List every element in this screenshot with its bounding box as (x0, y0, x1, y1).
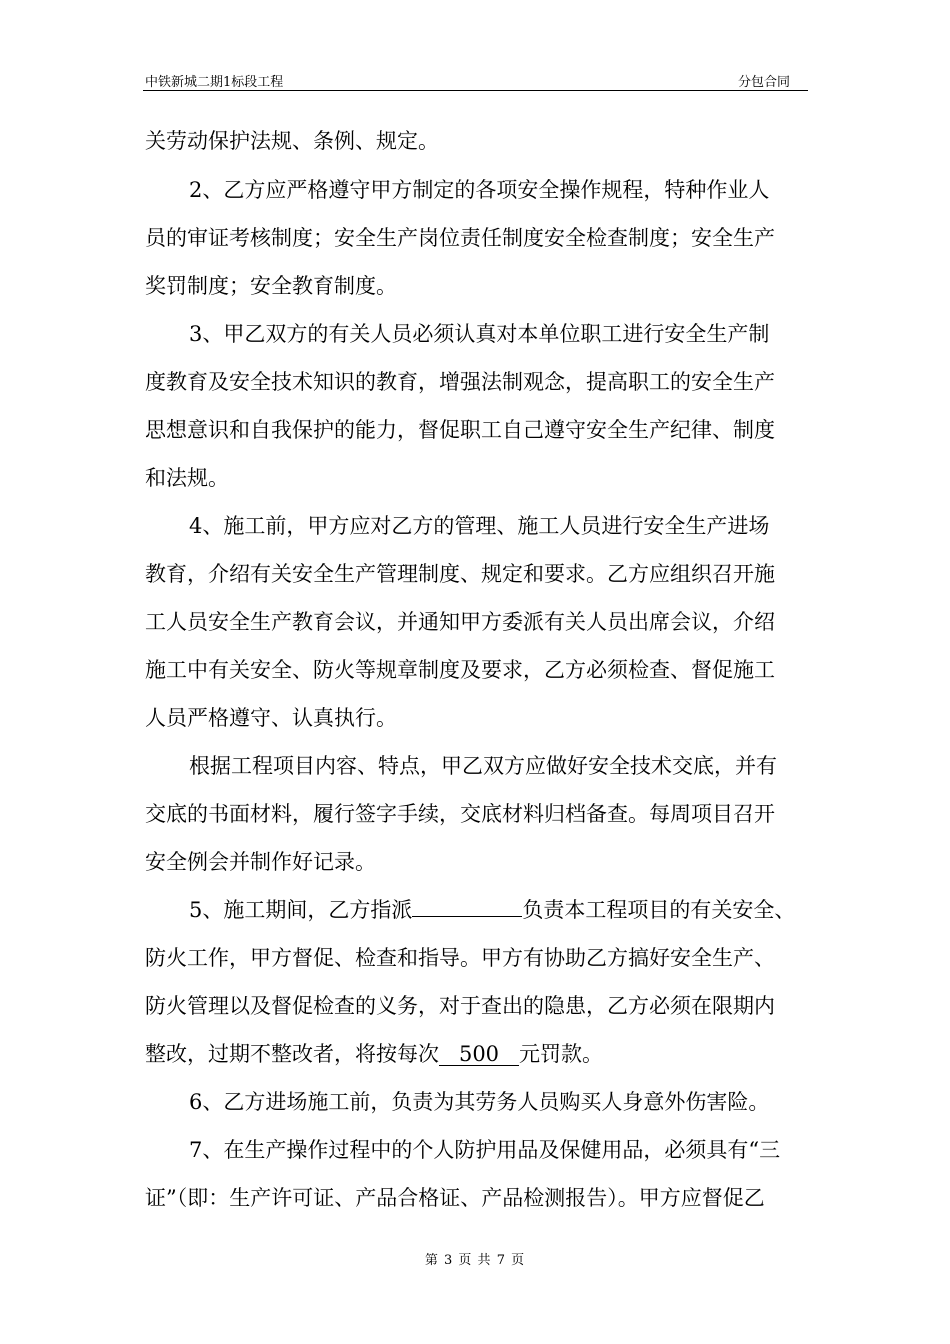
clause-5-text: 负责本工程项目的有关安全、 (522, 898, 796, 922)
clause-3-line: 度教育及安全技术知识的教育，增强法制观念，提高职工的安全生产 (145, 370, 775, 394)
page-header (143, 68, 808, 91)
briefing-paragraph-line: 安全例会并制作好记录。 (145, 850, 376, 874)
clause-5-line: 防火工作，甲方督促、检查和指导。甲方有协助乙方搞好安全生产、 (145, 946, 775, 970)
clause-5-text: 元罚款。 (519, 1042, 603, 1066)
briefing-paragraph-line: 交底的书面材料，履行签字手续，交底材料归档备查。每周项目召开 (145, 802, 775, 826)
header-document-type: 分包合同 (737, 75, 790, 90)
clause-7-line: 7、在生产操作过程中的个人防护用品及保健用品，必须具有“三 (189, 1138, 781, 1162)
fine-amount: 500 (439, 1043, 519, 1066)
body-line: 关劳动保护法规、条例、规定。 (145, 129, 439, 153)
clause-6-line: 6、乙方进场施工前，负责为其劳务人员购买人身意外伤害险。 (189, 1090, 770, 1114)
clause-5-line (189, 896, 795, 924)
clause-3-line: 3、甲乙双方的有关人员必须认真对本单位职工进行安全生产制 (189, 322, 770, 346)
clause-5-text: 整改，过期不整改者，将按每次 (145, 1042, 439, 1066)
page-number: 第 3 页 共 7 页 (424, 1253, 526, 1268)
clause-4-line: 施工中有关安全、防火等规章制度及要求，乙方必须检查、督促施工 (145, 658, 775, 682)
clause-3-line: 思想意识和自我保护的能力，督促职工自己遵守安全生产纪律、制度 (145, 418, 775, 442)
clause-5-text: 5、施工期间，乙方指派 (189, 898, 413, 922)
clause-2-line: 员的审证考核制度；安全生产岗位责任制度安全检查制度；安全生产 (145, 226, 775, 250)
header-project-name: 中铁新城二期1标段工程 (145, 75, 284, 90)
clause-4-line: 人员严格遵守、认真执行。 (145, 706, 397, 730)
clause-5-line (145, 1040, 603, 1068)
clause-2-line: 2、乙方应严格遵守甲方制定的各项安全操作规程，特种作业人 (189, 178, 770, 202)
responsible-person-blank (412, 916, 522, 917)
clause-4-line: 4、施工前，甲方应对乙方的管理、施工人员进行安全生产进场 (189, 514, 770, 538)
clause-7-line: 证”（即：生产许可证、产品合格证、产品检测报告）。甲方应督促乙 (145, 1186, 765, 1210)
clause-4-line: 工人员安全生产教育会议，并通知甲方委派有关人员出席会议，介绍 (145, 610, 775, 634)
clause-3-line: 和法规。 (145, 466, 229, 490)
clause-2-line: 奖罚制度；安全教育制度。 (145, 274, 397, 298)
clause-4-line: 教育，介绍有关安全生产管理制度、规定和要求。乙方应组织召开施 (145, 562, 775, 586)
briefing-paragraph-line: 根据工程项目内容、特点，甲乙双方应做好安全技术交底，并有 (189, 754, 777, 778)
clause-5-line: 防火管理以及督促检查的义务，对于查出的隐患，乙方必须在限期内 (145, 994, 775, 1018)
